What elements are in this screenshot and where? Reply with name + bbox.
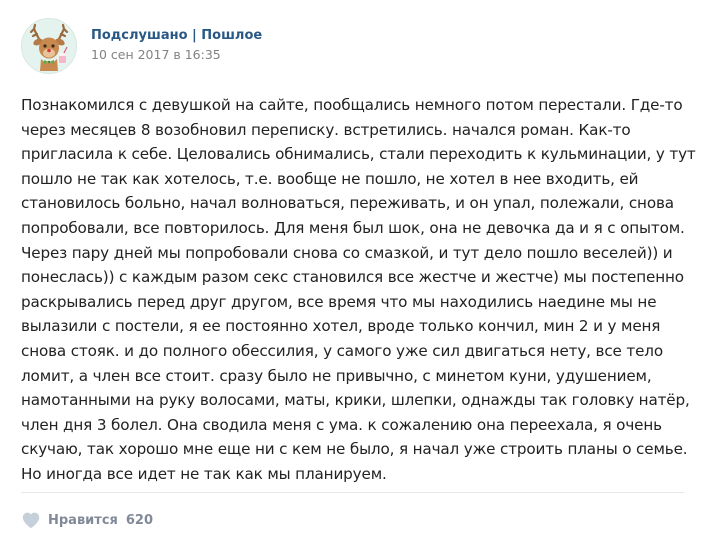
deer-icon: [22, 19, 77, 74]
post-divider: [21, 492, 684, 493]
post-text-line: намотанными на руку волосами, маты, крики, шлепки, однажды так головку натёр,: [21, 391, 690, 410]
post-text-line: раскрывались перед друг другом, все время что мы находились наедине мы не: [21, 292, 657, 311]
post-text-line: Но иногда все идет не так как мы планируем.: [21, 464, 387, 483]
post-text-line: Через пару дней мы попробовали снова со смазкой, и тут дело пошло веселей)) и: [21, 243, 673, 262]
post-text-line: скучаю, так хорошо мне еще ни с кем не было, я начал уже строить планы о семье.: [21, 440, 688, 459]
post-text-line: попробовали, все повторилось. Для меня был шок, она не девочка да и я с опытом.: [21, 218, 685, 237]
post-text-line: ломит, а член все стоит. сразу было не привычно, с минетом куни, удушением,: [21, 366, 652, 385]
post-text: [21, 93, 696, 487]
post-text-line: Познакомился с девушкой на сайте, пообщались немного потом перестали. Где-то: [21, 96, 683, 114]
post-text-line: пригласила к себе. Целовались обнимались, стали переходить к кульминации, у тут: [21, 145, 696, 164]
post-header: [21, 18, 262, 76]
avatar[interactable]: [21, 18, 77, 74]
post-text-line: пошло не так как хотелось, т.е. вообще не пошло, не хотел в нее входить, ей: [21, 169, 639, 188]
post-text-line: через месяцев 8 возобновил переписку. встретились. начался роман. Как-то: [21, 120, 631, 139]
post-text-line: становилось больно, начал волноваться, переживать, и он упал, полежали, снова: [21, 194, 674, 213]
like-label: Нравится: [48, 512, 118, 528]
author-name[interactable]: Подслушано | Пошлое: [91, 28, 263, 43]
post-text-line: понеслась)) с каждым разом секс становился все жестче и жестче) мы постепенно: [21, 268, 684, 287]
like-button[interactable]: [21, 509, 153, 531]
post-text-line: вылазили с постели, я ее постоянно хотел, вроде только кончил, мин 2 и у меня: [21, 317, 661, 336]
post-text-line: снова стояк. и до полного обессилия, у самого уже сил двигаться нету, все тело: [21, 341, 663, 360]
post-text-line: член дня 3 болел. Она сводила меня с ума. к сожалению она переехала, я очень: [21, 415, 662, 434]
heart-icon: [21, 511, 41, 529]
author-block: [91, 18, 262, 63]
post-date[interactable]: 10 сен 2017 в 16:35: [91, 47, 221, 62]
like-count: 620: [125, 512, 154, 528]
